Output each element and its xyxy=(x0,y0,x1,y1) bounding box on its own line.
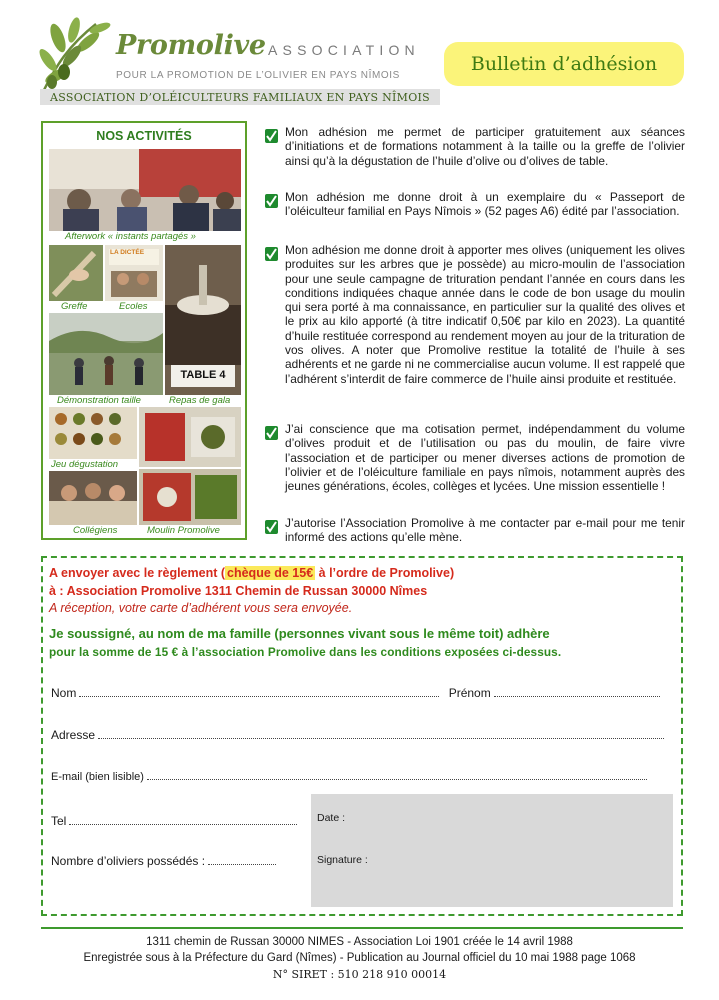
oliviers-row xyxy=(51,854,307,868)
brand-subtitle: ASSOCIATION D’OLÉICULTEURS FAMILIAUX EN PAYS NÎMOIS xyxy=(50,91,431,104)
declaration-line-1: Je soussigné, au nom de ma famille (personnes vivant sous le même toit) adhère xyxy=(49,626,550,641)
mailing-address: à : Association Promolive 1311 Chemin de Russan 30000 Nîmes xyxy=(49,584,428,598)
table-sign-text: TABLE 4 xyxy=(180,369,226,381)
bullet-passeport xyxy=(265,190,685,234)
caption-afterwork: Afterwork « instants partagés » xyxy=(65,231,196,242)
nom-label: Nom xyxy=(51,686,77,700)
nom-field[interactable] xyxy=(79,687,439,697)
send-instructions xyxy=(49,566,454,580)
brand-association-word: ASSOCIATION xyxy=(268,42,420,58)
caption-collegiens: Collégiens xyxy=(73,525,118,536)
footer-divider xyxy=(41,927,683,929)
caption-moulin: Moulin Promolive xyxy=(147,525,220,536)
demonstration-photo xyxy=(49,313,163,395)
olive-branch-logo-icon xyxy=(36,16,116,94)
degustation-photo xyxy=(49,407,137,459)
send-suffix: à l’ordre de Promolive) xyxy=(315,566,455,580)
email-field[interactable] xyxy=(147,770,647,780)
bullet-email-consent[interactable] xyxy=(265,516,685,546)
brand-name: Promolive xyxy=(116,30,266,61)
consent-checkbox-icon[interactable] xyxy=(265,520,278,534)
adresse-row xyxy=(51,728,677,742)
prenom-label: Prénom xyxy=(448,686,491,700)
send-prefix: A envoyer avec le règlement ( xyxy=(49,566,226,580)
tel-row xyxy=(51,814,307,828)
email-row xyxy=(51,770,677,783)
activities-title: NOS ACTIVITÉS xyxy=(96,129,192,143)
brand-tagline: POUR LA PROMOTION DE L’OLIVIER EN PAYS NÎMOIS xyxy=(116,70,400,81)
footer-registration: Enregistrée sous à la Préfecture du Gard (Nîmes) - Publication au Journal officiel du 10 mai 1988 page 1068 xyxy=(83,952,636,964)
caption-degustation: Jeu dégustation xyxy=(51,459,119,470)
prenom-field[interactable] xyxy=(494,687,660,697)
adresse-label: Adresse xyxy=(51,728,96,742)
signature-label: Signature : xyxy=(317,854,368,866)
ecoles-photo xyxy=(105,245,163,301)
footer-siret: N° SIRET : 510 218 910 00014 xyxy=(272,968,447,981)
bulletin-title-box xyxy=(444,42,684,86)
repas-photo xyxy=(165,245,241,395)
bullet-text: Mon adhésion me permet de participer gratuitement aux séances d’initiations et de formations notamment à la taille ou la greffe de l’olivier ainsi qu’à la dégustation de l’huile d’olive ou d’olives de table. xyxy=(285,125,685,168)
bullet-text: Mon adhésion me donne droit à apporter mes olives (uniquement les olives produites sur les arbres que je possède) au micro-moulin de l’association pour une seule campagne de trituration pendant l’année en cours dans les conditions indiquées chaque année dans le code de bon usage du moulin qui sera porté à ma connaissance, en particulier sur la qualité des olives et le prix au kilo apporté (à titre indicatif 0,50€ par kilo en 2023). La quantité d’huile restituée correspond au rendement moyen au jour de la trituration de vos olives. A noter que Promolive restitue la totalité de l’huile à ses adhérents et ne garde ni ne commercialise aucun volume. Il est rappelé que l’adhérent s’interdit de faire commerce de l’huile ainsi produite et restituée. xyxy=(285,243,685,386)
reception-note: A réception, votre carte d’adhérent vous sera envoyée. xyxy=(49,601,353,615)
caption-repas: Repas de gala xyxy=(169,395,231,406)
activities-panel xyxy=(41,121,247,540)
tel-field[interactable] xyxy=(69,815,297,825)
adresse-field[interactable] xyxy=(98,729,664,739)
bullet-cotisation xyxy=(265,422,685,508)
bullet-formations xyxy=(265,125,685,181)
date-signature-box[interactable] xyxy=(311,794,673,907)
date-label: Date : xyxy=(317,812,346,824)
membership-form xyxy=(41,556,683,916)
bullet-text: J’ai conscience que ma cotisation permet, indépendamment du volume d’olives produit et de l’utilisation ou pas du moulin, de faire vivre l’association et de participer ou mener diverses actions de promotion de l’olivier et de l’oléiculture familiale en pays nîmois, notamment auprès des jeunes générations, écoles, collèges et lycées. Une mission essentielle ! xyxy=(285,422,685,494)
caption-ecoles: Ecoles xyxy=(119,301,148,312)
check-icon xyxy=(265,426,278,440)
dictee-sign-text: LA DICTÉE xyxy=(110,249,145,256)
bullet-text: Mon adhésion me donne droit à un exemplaire du « Passeport de l’oléiculteur familial en Pays Nîmois » (52 pages A6) édité par l’association. xyxy=(285,190,685,219)
bullet-text: J’autorise l’Association Promolive à me contacter par e-mail pour me tenir informé des actions qu’elle mène. xyxy=(285,516,685,545)
check-icon xyxy=(265,194,278,208)
tel-label: Tel xyxy=(51,814,67,828)
oliviers-label: Nombre d’oliviers possédés : xyxy=(51,854,206,868)
check-icon xyxy=(265,247,278,261)
moulin-photo-top xyxy=(139,407,241,467)
greffe-photo xyxy=(49,245,103,301)
price-highlight: chèque de 15€ xyxy=(227,566,314,580)
check-icon xyxy=(265,129,278,143)
bulletin-title: Bulletin d’adhésion xyxy=(470,53,658,75)
declaration-line-2: pour la somme de 15 € à l’association Promolive dans les conditions exposées ci-dessus. xyxy=(49,645,562,659)
nom-prenom-row xyxy=(51,686,677,700)
collegiens-photo xyxy=(49,471,137,525)
bullet-moulin xyxy=(265,243,685,415)
email-label: E-mail (bien lisible) xyxy=(51,771,144,783)
afterwork-photo xyxy=(49,149,241,231)
moulin-photo-bottom xyxy=(139,469,241,525)
oliviers-field[interactable] xyxy=(208,855,276,865)
footer-address: 1311 chemin de Russan 30000 NIMES - Association Loi 1901 créée le 14 avril 1988 xyxy=(146,936,573,948)
caption-greffe: Greffe xyxy=(61,301,88,312)
caption-demonstration: Démonstration taille xyxy=(57,395,141,406)
